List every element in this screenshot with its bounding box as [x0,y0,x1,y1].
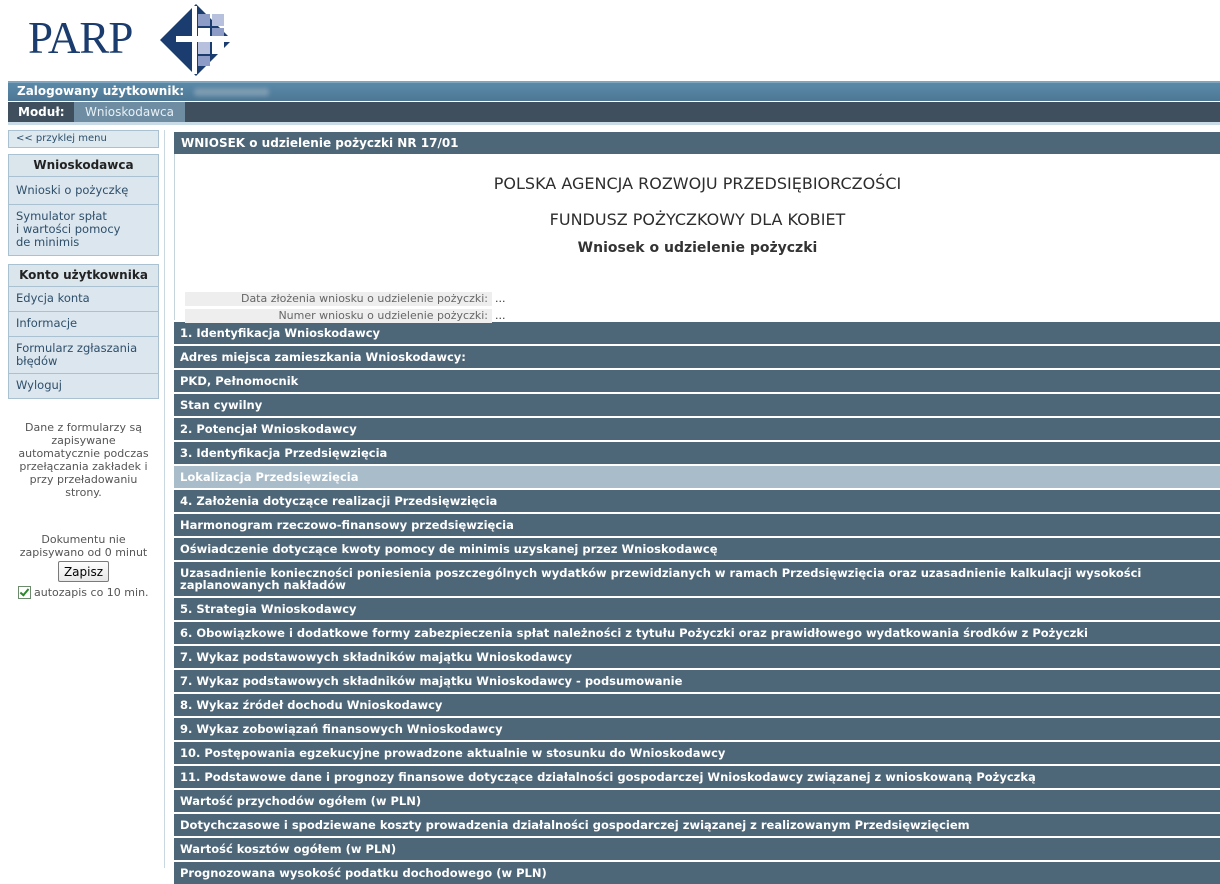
sidebar-item-wyloguj[interactable]: Wyloguj [8,374,159,399]
main-content [174,132,1220,884]
module-bar [8,102,1220,122]
autosave-note: Dane z formularzy są zapisywane automatycznie podczas przełączania zakładek i przy przeładowaniu strony. [18,421,149,499]
field-application-number [185,309,506,323]
field-value: ... [495,292,506,305]
form-section-2[interactable]: Adres miejsca zamieszkania Wnioskodawcy: [174,344,1220,368]
form-section-19[interactable]: 11. Podstawowe dane i prognozy finansowe dotyczące działalności gospodarczej Wnioskodawcy związanej z wnioskowaną Pożyczką [174,764,1220,788]
sidebar-item-label: Formularz zgłaszania błędów [16,341,138,368]
sidebar-item-wnioski[interactable]: Wnioski o pożyczkę [8,177,159,205]
sidebar-item-symulator[interactable] [8,205,159,256]
logged-user-label: Zalogowany użytkownik: [17,84,185,98]
divider [8,122,1220,125]
form-section-12[interactable]: 5. Strategia Wnioskodawcy [174,596,1220,620]
form-section-9[interactable]: Harmonogram rzeczowo-finansowy przedsięwzięcia [174,512,1220,536]
form-section-1[interactable]: 1. Identyfikacja Wnioskodawcy [174,320,1220,344]
autosave-label: autozapis co 10 min. [34,586,149,599]
parp-logo [28,2,258,78]
form-sections [174,320,1220,884]
form-heading: Wniosek o udzielenie pożyczki [577,240,818,256]
save-status: Dokumentu nie zapisywano od 0 minut [19,533,148,559]
autosave-checkbox[interactable] [18,586,31,599]
field-submission-date [185,292,506,306]
agency-heading: POLSKA AGENCJA ROZWOJU PRZEDSIĘBIORCZOŚCI [493,174,902,193]
pin-menu-link[interactable]: << przyklej menu [8,130,159,148]
save-button[interactable]: Zapisz [58,561,109,582]
sidebar-item-formularz[interactable] [8,337,159,374]
sidebar-divider [164,130,165,868]
logo-arrows-icon [158,2,236,78]
form-section-10[interactable]: Oświadczenie dotyczące kwoty pomocy de minimis uzyskanej przez Wnioskodawcę [174,536,1220,560]
sidebar [8,130,159,599]
field-label: Numer wniosku o udzielenie pożyczki: [185,309,492,323]
field-value: ... [495,309,506,322]
sidebar-item-label: Symulator spłat i wartości pomocy de minimis [16,209,121,249]
field-label: Data złożenia wniosku o udzielenie pożyczki: [185,292,492,306]
sidebar-heading-konto: Konto użytkownika [8,264,159,287]
form-section-23[interactable]: Prognozowana wysokość podatku dochodowego (w PLN) [174,860,1220,884]
module-label: Moduł: [18,105,65,119]
form-section-3[interactable]: PKD, Pełnomocnik [174,368,1220,392]
form-section-21[interactable]: Dotychczasowe i spodziewane koszty prowadzenia działalności gospodarczej związanej z realizowanym Przedsięwzięciem [174,812,1220,836]
form-title-bar: WNIOSEK o udzielenie pożyczki NR 17/01 [174,132,1220,154]
form-section-5[interactable]: 2. Potencjał Wnioskodawcy [174,416,1220,440]
form-section-18[interactable]: 10. Postępowania egzekucyjne prowadzone aktualnie w stosunku do Wnioskodawcy [174,740,1220,764]
form-section-17[interactable]: 9. Wykaz zobowiązań finansowych Wnioskodawcy [174,716,1220,740]
form-header [174,154,1220,320]
logged-user-bar [8,81,1220,101]
form-section-7[interactable]: Lokalizacja Przedsięwzięcia [174,464,1220,488]
sidebar-heading-wnioskodawca: Wnioskodawca [8,154,159,177]
form-section-15[interactable]: 7. Wykaz podstawowych składników majątku Wnioskodawcy - podsumowanie [174,668,1220,692]
form-section-6[interactable]: 3. Identyfikacja Przedsięwzięcia [174,440,1220,464]
form-section-22[interactable]: Wartość kosztów ogółem (w PLN) [174,836,1220,860]
tab-wnioskodawca[interactable]: Wnioskodawca [74,102,185,122]
form-section-16[interactable]: 8. Wykaz źródeł dochodu Wnioskodawcy [174,692,1220,716]
form-section-20[interactable]: Wartość przychodów ogółem (w PLN) [174,788,1220,812]
sidebar-item-edycja-konta[interactable]: Edycja konta [8,287,159,312]
autosave-toggle[interactable] [8,586,159,599]
form-section-14[interactable]: 7. Wykaz podstawowych składników majątku Wnioskodawcy [174,644,1220,668]
form-section-4[interactable]: Stan cywilny [174,392,1220,416]
form-section-13[interactable]: 6. Obowiązkowe i dodatkowe formy zabezpieczenia spłat należności z tytułu Pożyczki oraz prawidłowego wydatkowania środków z Pożyczki [174,620,1220,644]
form-section-11[interactable]: Uzasadnienie konieczności poniesienia poszczególnych wydatków przewidzianych w ramach Przedsięwzięcia oraz uzasadnienie kalkulacji wysokości zaplanowanych nakładów [174,560,1220,596]
logo-text: PARP [28,13,133,63]
sidebar-item-informacje[interactable]: Informacje [8,312,159,337]
fund-heading: FUNDUSZ POŻYCZKOWY DLA KOBIET [549,210,846,229]
user-name-redacted [194,88,269,96]
form-section-8[interactable]: 4. Założenia dotyczące realizacji Przedsięwzięcia [174,488,1220,512]
